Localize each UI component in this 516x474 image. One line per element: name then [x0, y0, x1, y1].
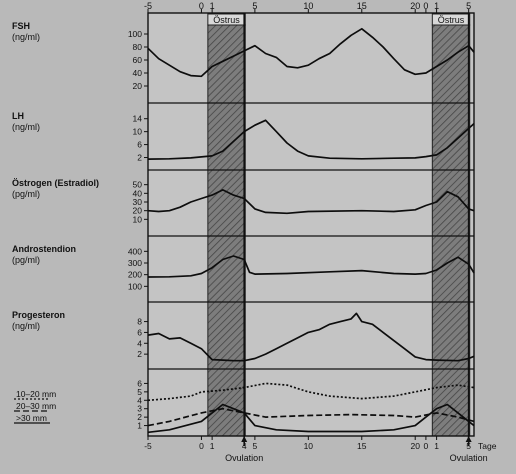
y-tick-label: 6 — [137, 327, 142, 338]
panel-title: Östrogen (Estradiol) — [12, 178, 100, 188]
top-tick-label: 20 — [410, 1, 421, 11]
y-tick-label: 4 — [137, 338, 142, 349]
legend-label: 20–30 mm — [16, 401, 57, 411]
top-tick-label: 0 — [423, 1, 429, 11]
y-tick-label: 60 — [132, 55, 142, 65]
top-tick-label: 5 — [466, 1, 472, 11]
panel-title: Androstendion — [12, 244, 76, 254]
panel-title: LH — [12, 111, 24, 121]
bottom-tick-label: 1 — [209, 441, 215, 451]
panel-unit: (pg/ml) — [12, 189, 41, 199]
y-tick-label: 10 — [132, 126, 142, 137]
bottom-tick-label: 5 — [466, 441, 472, 451]
top-tick-label: 1 — [209, 1, 215, 11]
y-tick-label: 30 — [132, 197, 142, 207]
y-tick-label: 2 — [137, 412, 142, 423]
panel-unit: (ng/ml) — [12, 122, 41, 132]
y-tick-label: 3 — [137, 403, 142, 414]
bottom-tick-label: 1 — [434, 441, 439, 451]
y-tick-label: 200 — [127, 269, 142, 280]
y-tick-label: 2 — [137, 349, 142, 360]
legend-label: 10–20 mm — [16, 389, 57, 399]
bottom-tick-label: 0 — [423, 441, 429, 451]
x-unit-label: Tage — [478, 441, 497, 451]
top-tick-label: -5 — [143, 1, 153, 11]
bottom-tick-label: -5 — [144, 441, 152, 451]
y-tick-label: 300 — [127, 258, 142, 268]
panel-title: FSH — [12, 21, 30, 31]
panel-unit: (ng/ml) — [12, 321, 41, 331]
top-tick-label: 10 — [303, 1, 314, 11]
y-tick-label: 20 — [132, 81, 142, 91]
bottom-tick-label: 15 — [357, 441, 367, 451]
y-tick-label: 4 — [137, 395, 142, 406]
bottom-tick-label: 4 — [241, 441, 247, 451]
y-tick-label: 100 — [127, 281, 142, 292]
y-tick-label: 1 — [137, 420, 142, 431]
y-tick-label: 10 — [132, 214, 142, 225]
legend-label: >30 mm — [16, 413, 47, 423]
y-tick-label: 80 — [132, 42, 142, 52]
y-tick-label: 40 — [132, 188, 142, 199]
oestrus-band — [432, 25, 469, 436]
y-tick-label: 14 — [132, 113, 142, 124]
top-tick-label: 0 — [198, 1, 204, 11]
top-tick-label: 1 — [434, 1, 440, 11]
y-tick-label: 5 — [137, 386, 142, 397]
y-tick-label: 400 — [127, 246, 142, 257]
y-tick-label: 40 — [132, 68, 142, 78]
panel-unit: (ng/ml) — [12, 32, 41, 42]
panel-title: Progesteron — [12, 310, 66, 320]
ovulation-label: Ovulation — [449, 453, 488, 463]
y-tick-label: 8 — [137, 316, 142, 327]
y-tick-label: 20 — [132, 205, 142, 216]
bottom-tick-label: 20 — [410, 441, 420, 451]
oestrus-band — [208, 25, 245, 436]
y-tick-label: 6 — [137, 139, 142, 150]
bottom-tick-label: 5 — [252, 441, 258, 451]
y-tick-label: 2 — [137, 152, 142, 163]
oestrus-label: Östrus — [437, 15, 465, 25]
bottom-tick-label: 10 — [303, 441, 314, 451]
panel-unit: (pg/ml) — [12, 255, 41, 265]
y-tick-label: 50 — [132, 179, 142, 190]
oestrus-label: Östrus — [213, 15, 240, 25]
ovulation-label: Ovulation — [225, 453, 264, 463]
top-tick-label: 5 — [252, 1, 258, 11]
y-tick-label: 6 — [137, 378, 142, 389]
y-tick-label: 100 — [127, 29, 142, 39]
bottom-tick-label: 0 — [199, 441, 204, 451]
top-tick-label: 15 — [356, 1, 367, 11]
